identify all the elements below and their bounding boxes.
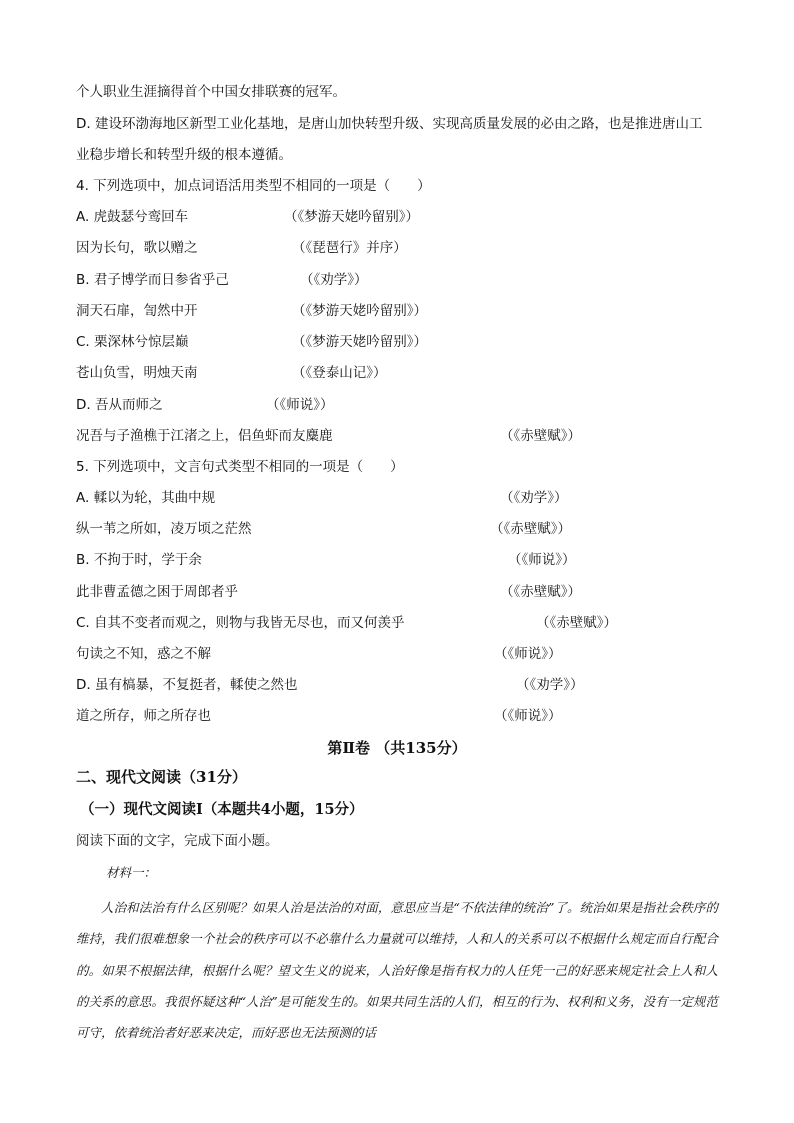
- q5-source-d2: （《师说》）: [494, 708, 562, 724]
- q4-source-c2: （《登泰山记》）: [292, 365, 387, 381]
- q4-source-c1: （《梦游天姥吟留别》）: [292, 334, 427, 350]
- part-title: 二、现代文阅读（31分）: [76, 768, 247, 786]
- q4-line-d2: 况吾与子渔樵于江渚之上，侣鱼虾而友麋鹿: [76, 428, 333, 444]
- q4-source-d1: （《师说》）: [266, 397, 334, 413]
- q4-line-a1: A. 虎鼓瑟兮鸾回车: [76, 209, 189, 225]
- option-d-line2: 业稳步增长和转型升级的根本遵循。: [76, 147, 292, 163]
- q4-line-b1: B. 君子博学而日参省乎己: [76, 272, 229, 288]
- q5-source-a2: （《赤壁赋》）: [490, 521, 571, 537]
- sub-section-title: （一）现代文阅读Ⅰ（本题共4小题，15分）: [80, 801, 364, 818]
- question-5-stem: 5. 下列选项中，文言句式类型不相同的一项是（ ）: [76, 459, 404, 475]
- q5-line-b2: 此非曹孟德之困于周郎者乎: [76, 584, 238, 600]
- q4-line-d1: D. 吾从而师之: [76, 397, 163, 413]
- q5-line-a2: 纵一苇之所如，凌万顷之茫然: [76, 521, 252, 537]
- q5-line-a1: A. 輮以为轮，其曲中规: [76, 490, 216, 506]
- q5-line-c1: C. 自其不变者而观之，则物与我皆无尽也，而又何羡乎: [76, 615, 405, 631]
- q4-source-a2: （《琵琶行》并序）: [292, 240, 407, 256]
- question-4-stem: 4. 下列选项中，加点词语活用类型不相同的一项是（ ）: [76, 178, 431, 194]
- q4-line-c2: 苍山负雪，明烛天南: [76, 365, 198, 381]
- q4-source-a1: （《梦游天姥吟留别》）: [284, 209, 419, 225]
- q5-source-a1: （《劝学》）: [500, 490, 568, 506]
- material-label: 材料一：: [106, 865, 157, 880]
- q5-line-b1: B. 不拘于时，学于余: [76, 552, 202, 568]
- volume-title: 第Ⅱ卷 （共135分）: [327, 739, 467, 757]
- q4-line-a2: 因为长句，歌以赠之: [76, 240, 198, 256]
- q5-source-c2: （《师说》）: [494, 646, 562, 662]
- reading-instruction: 阅读下面的文字，完成下面小题。: [76, 833, 279, 849]
- option-c-tail: 个人职业生涯摘得首个中国女排联赛的冠军。: [76, 84, 346, 100]
- q5-line-c2: 句读之不知，惑之不解: [76, 646, 211, 662]
- q5-line-d1: D. 虽有槁暴，不复挺者，輮使之然也: [76, 677, 298, 693]
- q4-line-b2: 洞天石扉，訇然中开: [76, 303, 198, 319]
- q4-line-c1: C. 栗深林兮惊层巅: [76, 334, 189, 350]
- q4-source-b2: （《梦游天姥吟留别》）: [292, 303, 427, 319]
- q4-source-d2: （《赤壁赋》）: [500, 428, 581, 444]
- option-d-line1: D. 建设环渤海地区新型工业化基地，是唐山加快转型升级、实现高质量发展的必由之路，也是推进唐山工: [76, 116, 703, 132]
- q5-source-c1: （《赤壁赋》）: [536, 615, 617, 631]
- q5-source-b2: （《赤壁赋》）: [500, 584, 581, 600]
- q4-source-b1: （《劝学》）: [300, 272, 368, 288]
- q5-source-b1: （《师说》）: [508, 552, 576, 568]
- material-paragraph: 人治和法治有什么区别呢？如果人治是法治的对面，意思应当是“不依法律的统治”了。统治如果是指社会秩序的维持，我们很难想象一个社会的秩序可以不必靠什么力量就可以维持，人和人的关系可以不根据什么规定而自行配合的。如果不根据法律，根据什么呢？望文生义的说来，人治好像是指有权力的人任凭一己的好恶来规定社会上人和人的关系的意思。我很怀疑这种“人治”是可能发生的。如果共同生活的人们，相互的行为、权利和义务，没有一定规范可守，依着统治者好恶来决定，而好恶也无法预测的话: [76, 900, 718, 1041]
- q5-line-d2: 道之所存，师之所存也: [76, 708, 211, 724]
- q5-source-d1: （《劝学》）: [516, 677, 584, 693]
